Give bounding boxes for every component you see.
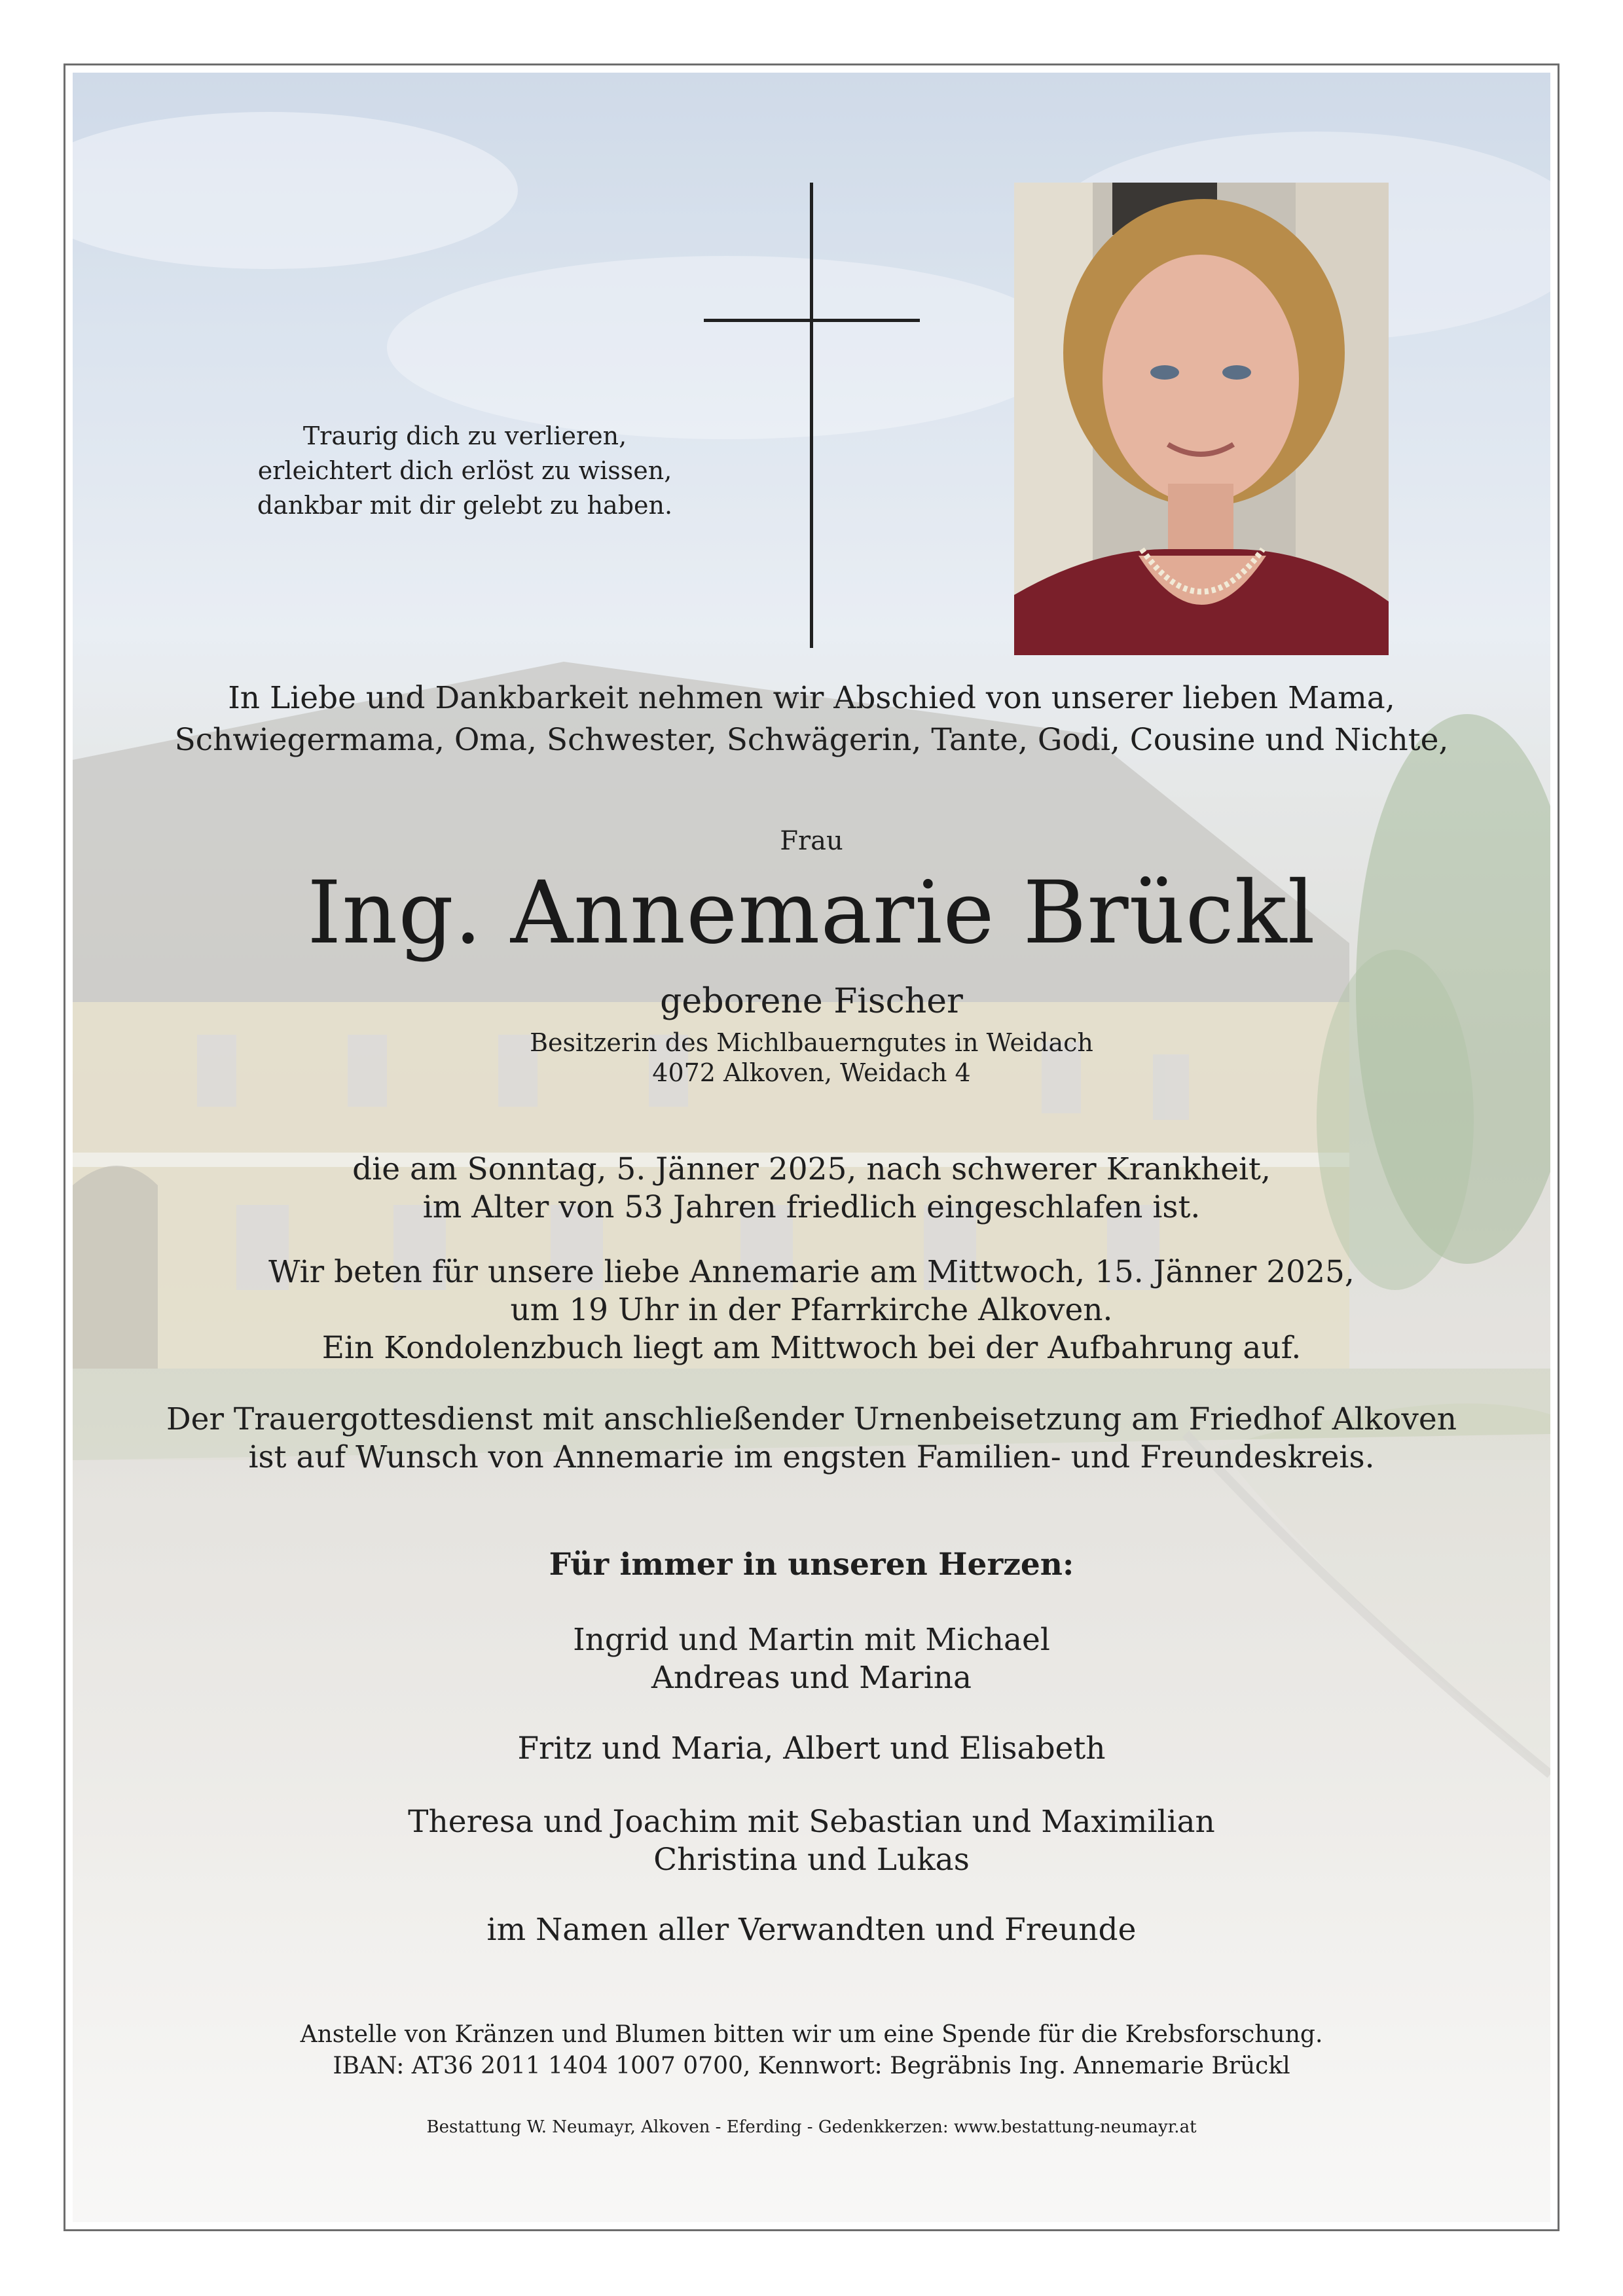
prayer-notice [0, 1253, 1623, 1367]
intro-block [0, 677, 1623, 761]
verse-line: Traurig dich zu verlieren, [302, 422, 627, 450]
service-line: ist auf Wunsch von Annemarie im engsten Familien- und Freundeskreis. [248, 1439, 1375, 1475]
mourners-closing: im Namen aller Verwandten und Freunde [486, 1912, 1137, 1948]
mourner-line: Christina und Lukas [653, 1842, 970, 1878]
prayer-line: Ein Kondolenzbuch liegt am Mittwoch bei der Aufbahrung auf. [321, 1330, 1302, 1366]
service-line: Der Trauergottesdienst mit anschließender Urnenbeisetzung am Friedhof Alkoven [166, 1401, 1457, 1437]
verse-line: dankbar mit dir gelebt zu haben. [257, 491, 673, 520]
death-line: im Alter von 53 Jahren friedlich eingeschlafen ist. [422, 1189, 1201, 1225]
intro-line: In Liebe und Dankbarkeit nehmen wir Abschied von unserer lieben Mama, [228, 680, 1395, 716]
prayer-line: um 19 Uhr in der Pfarrkirche Alkoven. [510, 1292, 1113, 1328]
mourners-group [0, 1621, 1623, 1697]
salutation: Frau [780, 826, 843, 856]
cross-icon-bar [704, 319, 920, 322]
donation-line: IBAN: AT36 2011 1404 1007 0700, Kennwort: Begräbnis Ing. Annemarie Brückl [333, 2053, 1290, 2079]
death-line: die am Sonntag, 5. Jänner 2025, nach schwerer Krankheit, [352, 1151, 1271, 1187]
mourners-heading: Für immer in unseren Herzen: [549, 1547, 1074, 1583]
birth-name: geborene Fischer [660, 982, 963, 1021]
intro-line: Schwiegermama, Oma, Schwester, Schwägerin, Tante, Godi, Cousine und Nichte, [174, 722, 1449, 758]
verse-block [196, 419, 733, 523]
service-notice [0, 1401, 1623, 1477]
death-notice [0, 1151, 1623, 1227]
prayer-line: Wir beten für unsere liebe Annemarie am Mittwoch, 15. Jänner 2025, [268, 1254, 1355, 1290]
portrait-illustration [1014, 183, 1389, 655]
donation-block [0, 2019, 1623, 2082]
donation-line: Anstelle von Kränzen und Blumen bitten wir um eine Spende für die Krebsforschung. [300, 2021, 1323, 2048]
mourner-line: Theresa und Joachim mit Sebastian und Maximilian [408, 1804, 1215, 1840]
deceased-name: Ing. Annemarie Brückl [307, 863, 1316, 963]
footer-text: Bestattung W. Neumayr, Alkoven - Eferding - Gedenkkerzen: www.bestattung-neumayr.at [426, 2117, 1197, 2137]
mourner-line: Fritz und Maria, Albert und Elisabeth [517, 1731, 1106, 1767]
occupation: Besitzerin des Michlbauerngutes in Weidach [530, 1028, 1093, 1057]
mourner-line: Ingrid und Martin mit Michael [573, 1622, 1050, 1658]
address: 4072 Alkoven, Weidach 4 [652, 1058, 971, 1087]
mourners-group [0, 1803, 1623, 1879]
verse-line: erleichtert dich erlöst zu wissen, [257, 456, 672, 485]
portrait-photo [1014, 183, 1389, 655]
cross-icon [810, 183, 813, 648]
mourner-line: Andreas und Marina [651, 1660, 972, 1696]
